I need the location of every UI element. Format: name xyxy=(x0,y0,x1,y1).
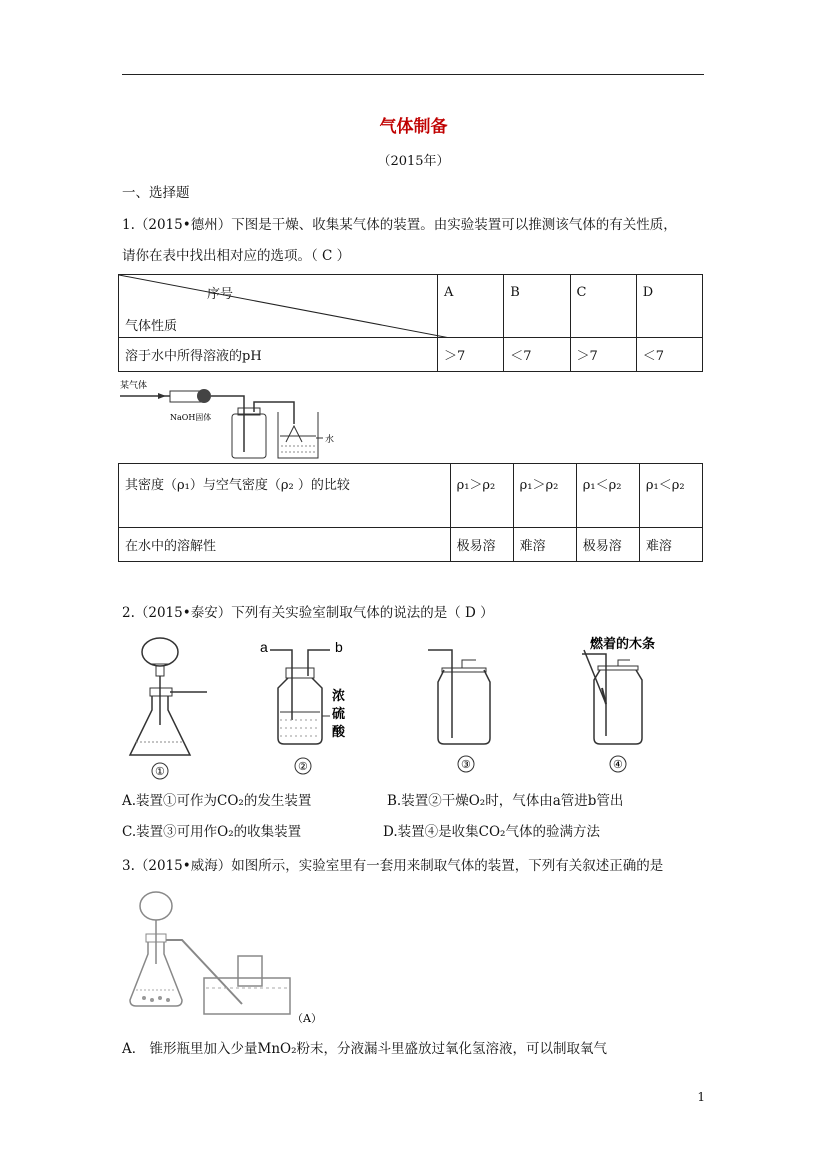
diagonal-header-cell xyxy=(119,275,438,338)
density-value-d: ρ₁＜ρ₂ xyxy=(639,464,702,528)
row-label-ph: 溶于水中所得溶液的pH xyxy=(119,338,438,372)
apparatus-3 xyxy=(428,650,490,772)
label-match: 燃着的木条 xyxy=(590,637,656,652)
ph-value-a: ＞7 xyxy=(438,338,504,372)
label-a: a xyxy=(260,639,268,655)
q1-stem-line2: 请你在表中找出相对应的选项。（ C ） xyxy=(122,248,351,264)
density-value-a: ρ₁＞ρ₂ xyxy=(450,464,513,528)
label-b: b xyxy=(335,639,343,655)
col-header-b: B xyxy=(504,275,570,338)
row-label-solubility: 在水中的溶解性 xyxy=(119,528,451,562)
solubility-value-c: 极易溶 xyxy=(576,528,639,562)
q2-option-c: C.装置③可用作O₂的收集装置 xyxy=(122,824,302,840)
solubility-value-b: 难溶 xyxy=(513,528,576,562)
solubility-value-a: 极易溶 xyxy=(450,528,513,562)
q1-stem-line1: 1.（2015•德州）下图是干燥、收集某气体的装置。由实验装置可以推测该气体的有关性质， xyxy=(122,217,677,233)
q3-figure-label: （A） xyxy=(292,1012,322,1024)
apparatus-2 xyxy=(260,639,350,774)
apparatus-4 xyxy=(582,636,655,772)
gas-label: 某气体 xyxy=(120,381,148,391)
col-header-c: C xyxy=(570,275,636,338)
fig-num-3: ③ xyxy=(461,758,471,771)
header-rule xyxy=(122,74,704,75)
density-value-c: ρ₁＜ρ₂ xyxy=(576,464,639,528)
acid-char-1: 浓 xyxy=(332,689,346,704)
q3-apparatus-figure xyxy=(122,884,322,1024)
water-label: 水 xyxy=(325,435,335,445)
apparatus-1 xyxy=(130,638,207,779)
fig-num-4: ④ xyxy=(613,758,623,771)
q1-table-ph xyxy=(118,274,703,372)
acid-char-2: 硫 xyxy=(332,707,346,722)
ph-value-c: ＞7 xyxy=(570,338,636,372)
q3-option-a: A． 锥形瓶里加入少量MnO₂粉末，分液漏斗里盛放过氧化氢溶液，可以制取氧气 xyxy=(122,1041,608,1057)
section-heading: 一、选择题 xyxy=(122,185,190,201)
fig-num-1: ① xyxy=(155,765,165,778)
page-title: 气体制备 xyxy=(379,117,448,137)
year-subtitle: （2015年） xyxy=(377,154,450,169)
density-value-b: ρ₁＞ρ₂ xyxy=(513,464,576,528)
diag-top-label: 序号 xyxy=(207,287,234,302)
diag-bottom-label: 气体性质 xyxy=(125,319,178,334)
q2-apparatus-figure xyxy=(122,630,682,780)
q2-option-d: D.装置④是收集CO₂气体的验满方法 xyxy=(383,824,600,840)
acid-char-3: 酸 xyxy=(332,725,346,740)
q1-table-properties xyxy=(118,463,703,562)
fig-num-2: ② xyxy=(298,760,308,773)
ph-value-b: ＜7 xyxy=(504,338,570,372)
q2-option-b: B.装置②干燥O₂时，气体由a管进b管出 xyxy=(387,793,624,809)
col-header-d: D xyxy=(636,275,702,338)
q2-option-a: A.装置①可作为CO₂的发生装置 xyxy=(122,793,312,809)
ph-value-d: ＜7 xyxy=(636,338,702,372)
solubility-value-d: 难溶 xyxy=(639,528,702,562)
q2-stem: 2.（2015•泰安）下列有关实验室制取气体的说法的是（ D ） xyxy=(122,605,494,621)
q1-apparatus-figure xyxy=(118,376,348,462)
page-number: 1 xyxy=(697,1090,705,1104)
q3-stem: 3.（2015•威海）如图所示，实验室里有一套用来制取气体的装置，下列有关叙述正确的是 xyxy=(122,858,664,874)
label-acid xyxy=(332,688,350,740)
naoh-label: NaOH固体 xyxy=(170,413,212,422)
row-label-density: 其密度（ρ₁）与空气密度（ρ₂ ）的比较 xyxy=(119,464,451,528)
col-header-a: A xyxy=(438,275,504,338)
